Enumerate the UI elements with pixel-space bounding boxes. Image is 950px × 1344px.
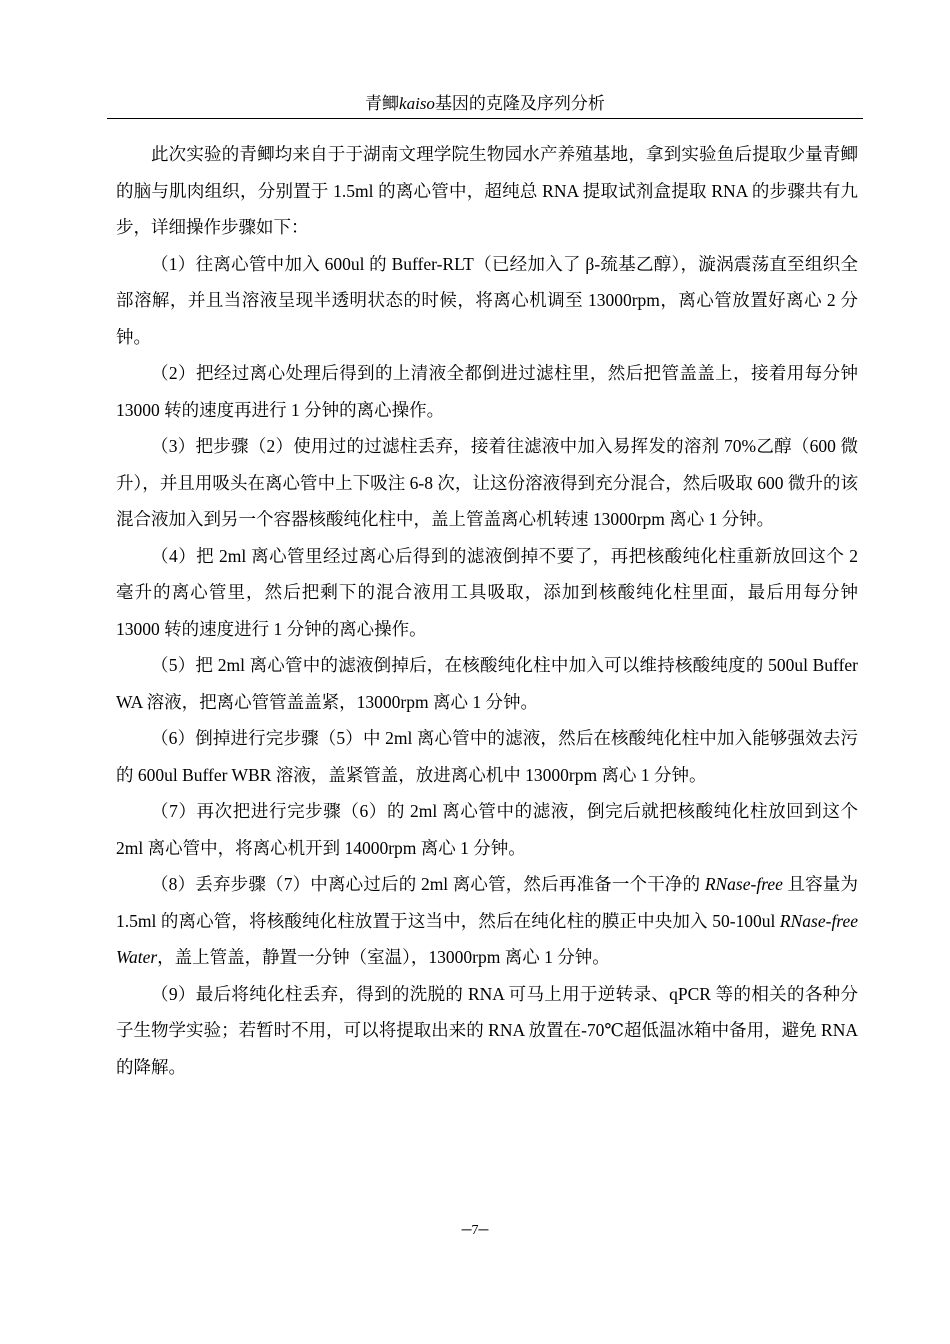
page-number: ─7─ xyxy=(461,1223,489,1238)
step-8-italic-rnase-free: RNase-free xyxy=(704,874,783,894)
step-3-paragraph: （3）把步骤（2）使用过的过滤柱丢弃，接着往滤液中加入易挥发的溶剂 70%乙醇（600 微升），并且用吸头在离心管中上下吸注 6-8 次，让这份溶液得到充分混合，然后吸取 600 微升的该混合液加入到另一个容器核酸纯化柱中，盖上管盖离心机转速 13000rpm 离心 1 分钟。 xyxy=(116,436,858,529)
step-2-paragraph: （2）把经过离心处理后得到的上清液全都倒进过滤柱里，然后把管盖盖上，接着用每分钟 13000 转的速度再进行 1 分钟的离心操作。 xyxy=(116,363,858,420)
header-gene-name: kaiso xyxy=(399,94,435,113)
step-1-paragraph: （1）往离心管中加入 600ul 的 Buffer-RLT（已经加入了 β-巯基乙醇），漩涡震荡直至组织全部溶解，并且当溶液呈现半透明状态的时候，将离心机调至 13000rpm，离心管放置好离心 2 分钟。 xyxy=(116,253,858,347)
intro-paragraph: 此次实验的青鲫均来自于于湖南文理学院生物园水产养殖基地，拿到实验鱼后提取少量青鲫的脑与肌肉组织，分别置于 1.5ml 的离心管中，超纯总 RNA 提取试剂盒提取 RNA 的步骤共有九步，详细操作步骤如下： xyxy=(116,144,858,237)
step-8-italic-rnase-free-water: RNase-free Water xyxy=(116,910,858,967)
header-rule xyxy=(107,118,863,119)
step-8-paragraph xyxy=(116,866,858,976)
step-8-text-b: 且容量为 1.5ml 的离心管，将核酸纯化柱放置于这当中，然后在纯化柱的膜正中央加入 50-100ul xyxy=(116,874,858,931)
body-text xyxy=(116,136,858,1085)
header-title-part-2: 基因的克隆及序列分析 xyxy=(434,94,605,113)
step-6-paragraph: （6）倒掉进行完步骤（5）中 2ml 离心管中的滤液，然后在核酸纯化柱中加入能够强效去污的 600ul Buffer WBR 溶液，盖紧管盖，放进离心机中 13000rpm 离心 1 分钟。 xyxy=(116,728,858,785)
running-header xyxy=(107,93,863,115)
step-5-paragraph: （5）把 2ml 离心管中的滤液倒掉后，在核酸纯化柱中加入可以维持核酸纯度的 500ul Buffer WA 溶液，把离心管管盖盖紧，13000rpm 离心 1 分钟。 xyxy=(116,655,858,712)
step-7-paragraph: （7）再次把进行完步骤（6）的 2ml 离心管中的滤液，倒完后就把核酸纯化柱放回到这个 2ml 离心管中，将离心机开到 14000rpm 离心 1 分钟。 xyxy=(116,801,858,858)
step-9-paragraph: （9）最后将纯化柱丢弃，得到的洗脱的 RNA 可马上用于逆转录、qPCR 等的相关的各种分子生物学实验；若暂时不用，可以将提取出来的 RNA 放置在-70℃超低温冰箱中备用，避免 RNA 的降解。 xyxy=(116,983,858,1077)
step-8-text-c: ，盖上管盖，静置一分钟（室温），13000rpm 离心 1 分钟。 xyxy=(157,947,610,967)
step-8-text-a: （8）丢弃步骤（7）中离心过后的 2ml 离心管，然后再准备一个干净的 xyxy=(151,874,705,894)
step-4-paragraph: （4）把 2ml 离心管里经过离心后得到的滤液倒掉不要了，再把核酸纯化柱重新放回这个 2 毫升的离心管里，然后把剩下的混合液用工具吸取，添加到核酸纯化柱里面，最后用每分钟 13000 转的速度进行 1 分钟的离心操作。 xyxy=(116,545,858,639)
header-title-part-1: 青鲫 xyxy=(365,94,400,113)
